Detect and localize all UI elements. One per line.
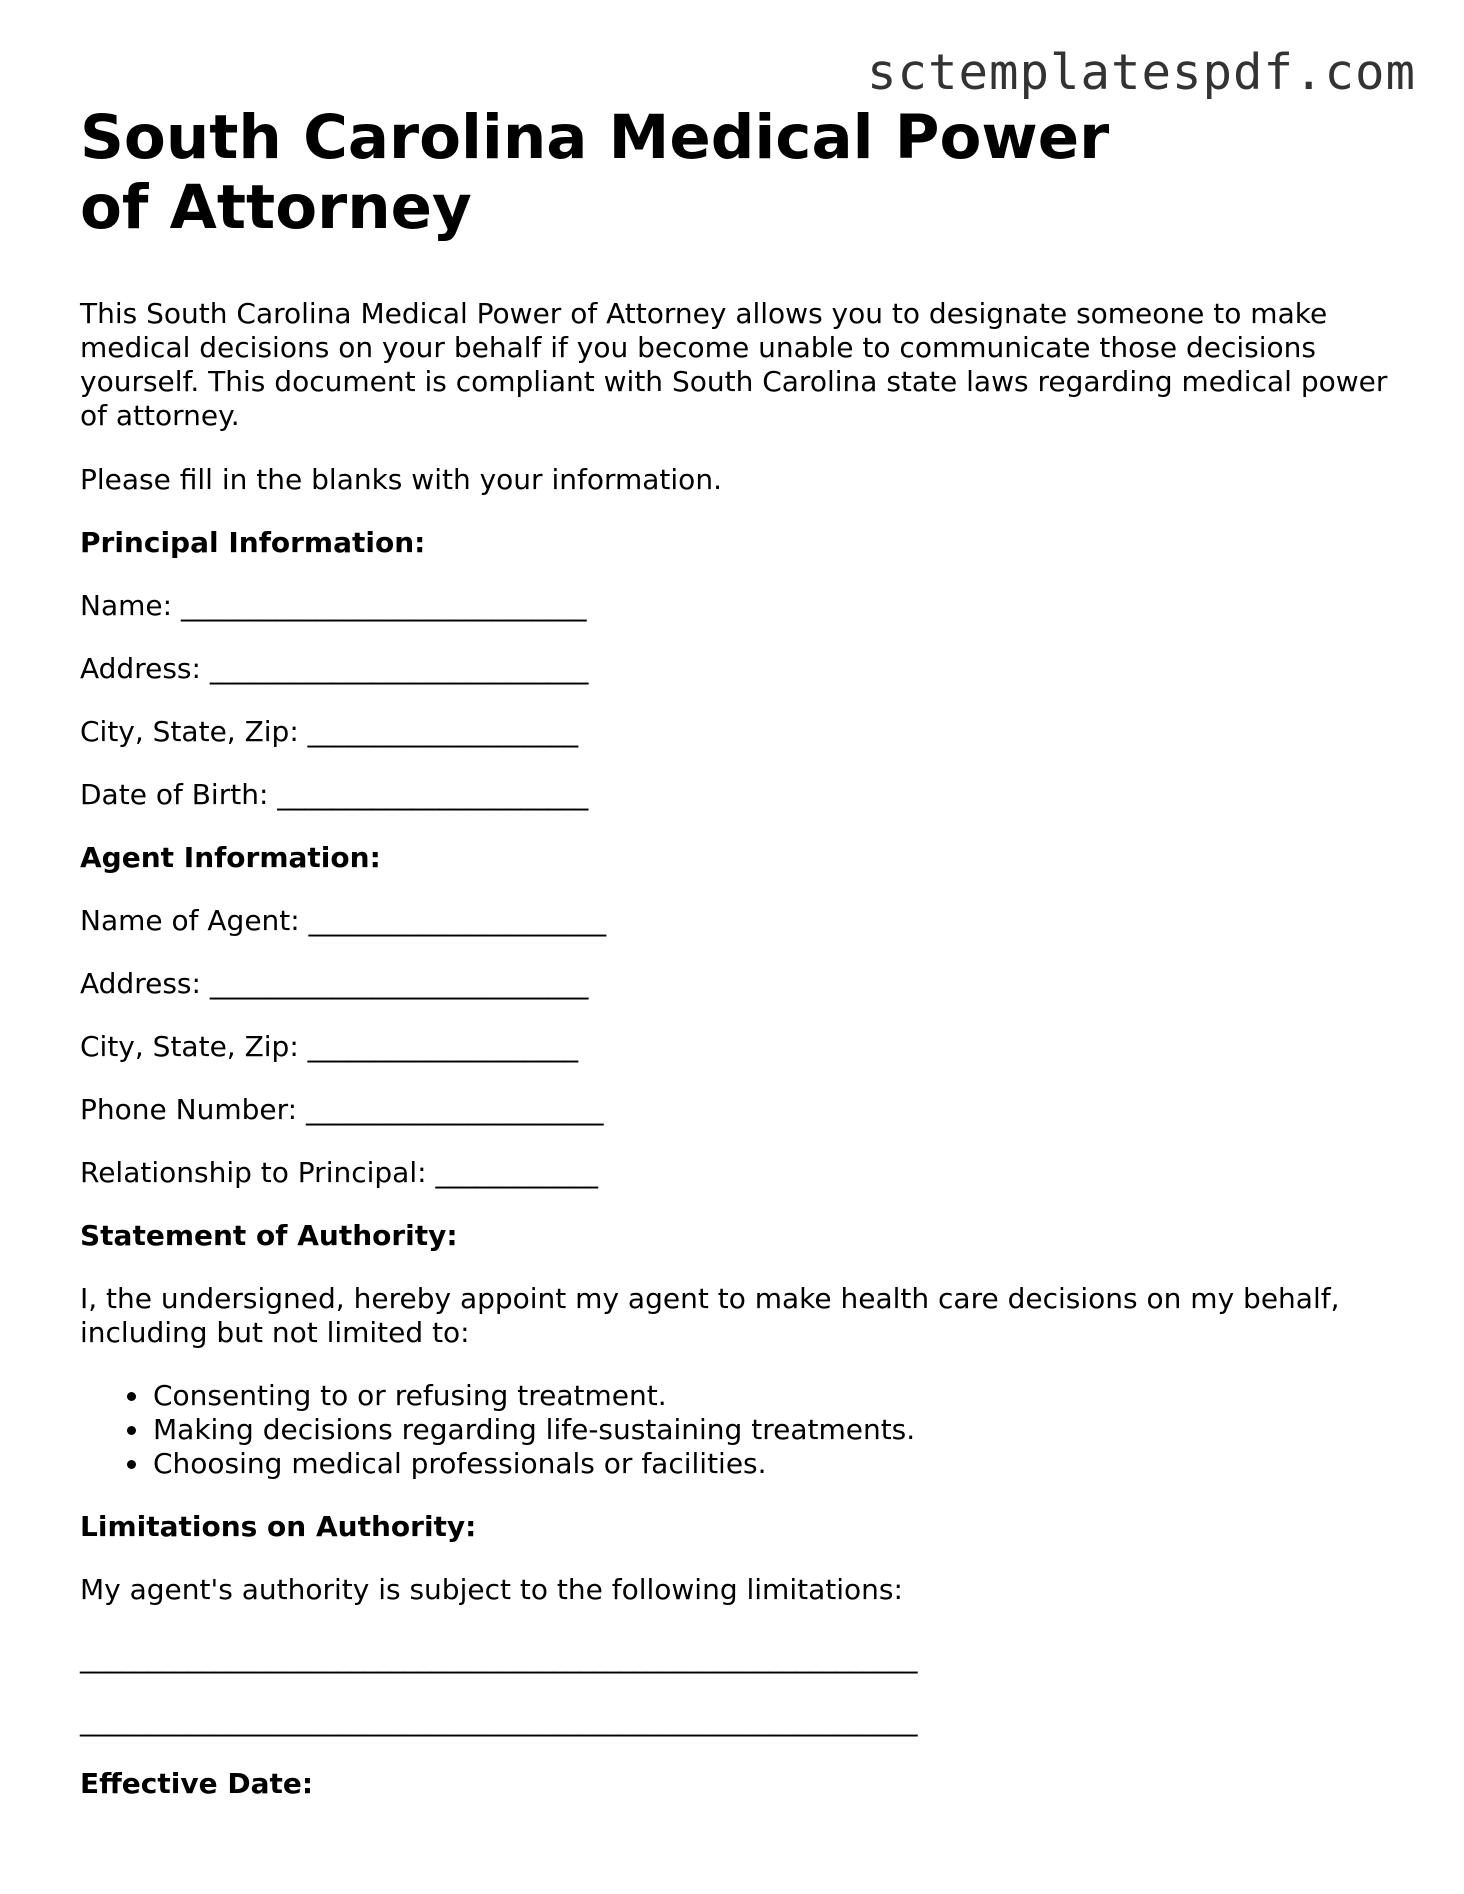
principal-address-field[interactable] — [80, 652, 1390, 686]
list-item: • Making decisions regarding life-sustaining treatments. — [151, 1413, 1390, 1447]
document-title: South Carolina Medical Power of Attorney — [80, 102, 1110, 243]
watermark: sctemplatespdf.com — [866, 44, 1416, 101]
field-blank[interactable]: ____________________ — [307, 1030, 578, 1063]
list-item: • Consenting to or refusing treatment. — [151, 1379, 1390, 1413]
limitations-text: My agent's authority is subject to the following limitations: — [80, 1573, 903, 1606]
effective-date-heading: Effective Date: — [80, 1767, 314, 1800]
intro-paragraph: This South Carolina Medical Power of Attorney allows you to designate someone to make medical decisions on your behalf if you become unable to communicate those decisions yourself. This document is compliant with South Carolina state laws regarding medical power of attorney. — [80, 297, 1388, 432]
principal-city-state-zip-field[interactable] — [80, 715, 1390, 749]
field-label: Address: — [80, 652, 201, 685]
field-blank[interactable]: ____________________________ — [209, 967, 588, 1000]
list-item: • Choosing medical professionals or facilities. — [151, 1447, 1390, 1481]
agent-name-field[interactable] — [80, 904, 1390, 938]
field-label: Date of Birth: — [80, 778, 269, 811]
field-blank[interactable]: ______________________ — [305, 1093, 603, 1126]
principal-date-of-birth-field[interactable] — [80, 778, 1390, 812]
agent-phone-number-field[interactable] — [80, 1093, 1390, 1127]
limitation-blank-line[interactable]: ______________________________________________________________ — [80, 1641, 917, 1674]
document-body — [80, 103, 1390, 1801]
field-label: City, State, Zip: — [80, 715, 299, 748]
field-blank[interactable]: ____________________________ — [209, 652, 588, 685]
authority-heading: Statement of Authority: — [80, 1219, 458, 1252]
agent-relationship-field[interactable] — [80, 1156, 1390, 1190]
authority-list — [80, 1379, 1390, 1481]
field-label: City, State, Zip: — [80, 1030, 299, 1063]
field-blank[interactable]: ____________ — [435, 1156, 598, 1189]
field-label: Name of Agent: — [80, 904, 300, 937]
field-blank[interactable]: ____________________ — [307, 715, 578, 748]
agent-address-field[interactable] — [80, 967, 1390, 1001]
limitations-heading: Limitations on Authority: — [80, 1510, 477, 1543]
field-label: Address: — [80, 967, 201, 1000]
field-label: Name: — [80, 589, 173, 622]
principal-name-field[interactable] — [80, 589, 1390, 623]
authority-statement: I, the undersigned, hereby appoint my agent to make health care decisions on my behalf, including but not limited to: — [80, 1282, 1340, 1349]
principal-heading: Principal Information: — [80, 526, 426, 559]
field-label: Phone Number: — [80, 1093, 298, 1126]
agent-heading: Agent Information: — [80, 841, 381, 874]
field-blank[interactable]: ______________________ — [308, 904, 606, 937]
field-blank[interactable]: ______________________________ — [180, 589, 586, 622]
agent-city-state-zip-field[interactable] — [80, 1030, 1390, 1064]
field-label: Relationship to Principal: — [80, 1156, 427, 1189]
field-blank[interactable]: _______________________ — [277, 778, 588, 811]
limitation-blank-line[interactable]: ______________________________________________________________ — [80, 1704, 917, 1737]
instructions-paragraph: Please fill in the blanks with your information. — [80, 463, 722, 496]
